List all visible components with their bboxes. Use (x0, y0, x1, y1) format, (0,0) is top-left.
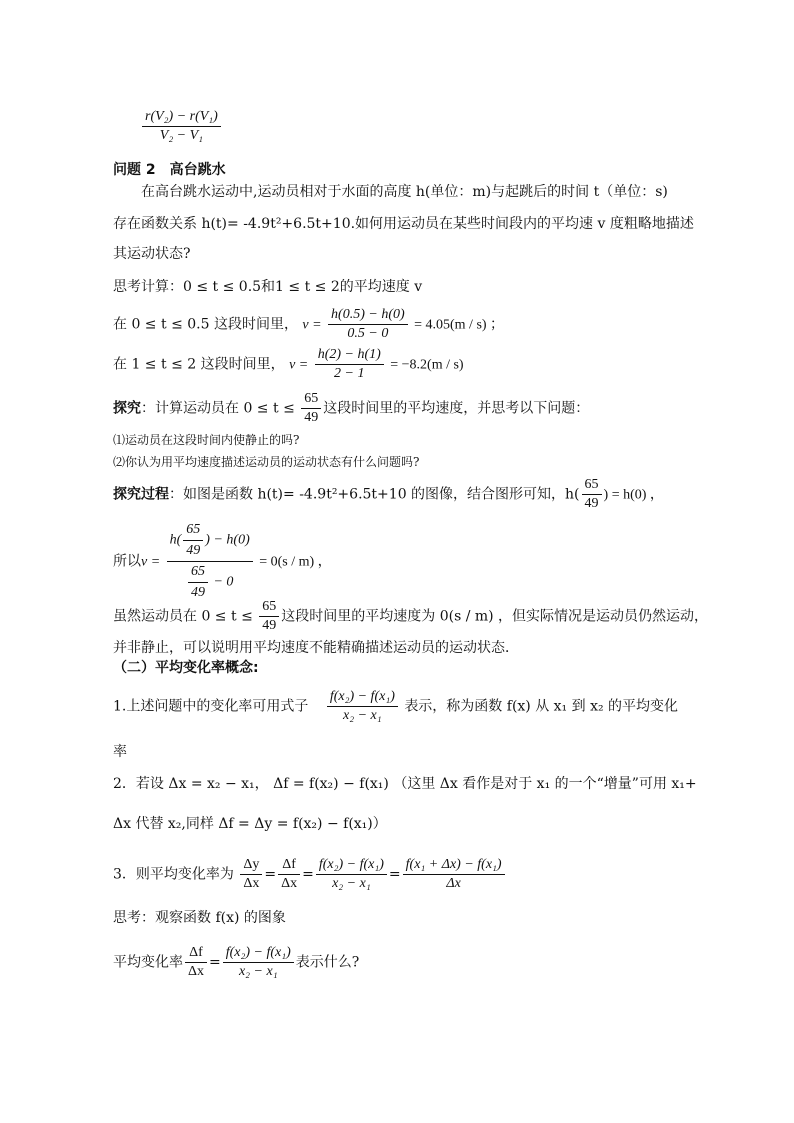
question-2: ⑵你认为用平均速度描述运动员的运动状态有什么问题吗? (113, 455, 420, 469)
para1-line2: 存在函数关系 h(t)= -4.9t²+6.5t+10.如何用运动员在某些时间段内的平均速 v 度粗略地描述 (113, 216, 694, 232)
top-formula-den: V₂ − V₁ (142, 126, 221, 145)
calc1-line (113, 306, 504, 343)
last-f1-num: Δf (189, 945, 203, 960)
last-suffix: 表示什么? (295, 954, 360, 971)
item3-f4-num: f(x₁ + Δx) − f(x₁) (405, 857, 502, 872)
calc2-prefix: 在 1 ≤ t ≤ 2 这段时间里， (113, 356, 285, 373)
though-text2: 这段时间里的平均速度为 0(s / m) ，但实际情况是运动员仍然运动， (281, 608, 709, 625)
item3-f4-den: Δx (403, 874, 505, 893)
though-frac-num: 65 (262, 599, 277, 614)
calc1-lhs: v = (302, 317, 322, 333)
calc2-den: 2 − 1 (315, 364, 384, 383)
so-num-a: h( (169, 532, 182, 548)
last-f2-num: f(x₂) − f(x₁) (225, 945, 291, 960)
so-den-b: − 0 (213, 574, 234, 590)
so-lhs: v = (141, 554, 161, 570)
question-1: ⑴运动员在这段时间内使静止的吗? (113, 433, 300, 447)
process-tail: ) = h(0) ， (603, 487, 664, 503)
explore-text1: ：计算运动员在 0 ≤ t ≤ (141, 400, 295, 417)
so-num-frac-den: 49 (183, 540, 203, 561)
though-text1: 虽然运动员在 0 ≤ t ≤ (113, 608, 253, 625)
item1-den: x₂ − x₁ (327, 706, 398, 725)
so-num-frac-num: 65 (186, 522, 201, 537)
so-prefix: 所以 (113, 553, 141, 570)
calc2-result: = −8.2(m / s) (390, 357, 464, 373)
top-formula (140, 108, 223, 145)
though-frac-den: 49 (259, 616, 279, 635)
section2-title: （二）平均变化率概念: (113, 660, 259, 676)
calc2-num: h(2) − h(1) (317, 347, 381, 362)
last-line: 平均变化率 $\frac{\Delta f}{\Delta x}$ = $\frac{\text{f(x₂) − f(x₁)}}{\text{x₂ − x₁}}$ 表示什么? (113, 945, 360, 979)
item1-suffix: 表示，称为函数 f(x) 从 x₁ 到 x₂ 的平均变化 (404, 698, 679, 715)
item3-f2-den: Δx (278, 874, 300, 893)
process-text: ：如图是函数 h(t)= -4.9t²+6.5t+10 的图像，结合图形可知，h( (169, 486, 580, 503)
item1-line (113, 688, 678, 725)
item1-prefix: 1.上述问题中的变化率可用式子 (113, 698, 309, 715)
explore-text2: 这段时间里的平均速度，并思考以下问题： (323, 400, 590, 417)
process-line (113, 476, 664, 513)
process-label: 探究过程 (113, 486, 169, 503)
though-line (113, 598, 708, 635)
item3-line: 3．则平均变化率为 $\frac{\Delta y}{\Delta x}$ = $\frac{\Delta f}{\Delta x}$ = $\frac{\text{f(x₂) − f(x₁)}}{\text{x₂ − x₁}}$ = $\frac{\text{f(x₁ + Δx) − f(x₁)}}{\Delta x}$ (113, 856, 507, 893)
item3-f1-num: Δy (243, 857, 260, 872)
last-f1-den: Δx (185, 962, 207, 981)
item1-line2: 率 (113, 744, 127, 760)
calc1-prefix: 在 0 ≤ t ≤ 0.5 这段时间里， (113, 316, 298, 333)
so-den-frac-den: 49 (188, 582, 208, 603)
item3-f3-num: f(x₂) − f(x₁) (318, 857, 384, 872)
item3-f1-den: Δx (240, 874, 262, 893)
so-num-b: ) − h(0) (205, 532, 250, 548)
calc2-lhs: v = (289, 357, 309, 373)
process-frac-den: 49 (582, 494, 602, 513)
last-prefix: 平均变化率 (113, 954, 183, 971)
explore-frac-num: 65 (304, 391, 319, 406)
para1-line3: 其运动状态? (113, 246, 191, 262)
so-result: = 0(s / m) ， (259, 554, 332, 570)
item3-prefix: 3．则平均变化率为 (113, 866, 234, 883)
last-f2-den: x₂ − x₁ (223, 962, 294, 981)
process-frac-num: 65 (584, 477, 599, 492)
item1-num: f(x₂) − f(x₁) (329, 689, 395, 704)
explore-frac-den: 49 (301, 408, 321, 427)
so-line (113, 520, 332, 603)
think-calc: 思考计算：0 ≤ t ≤ 0.5和1 ≤ t ≤ 2的平均速度 v (113, 279, 423, 295)
think2: 思考：观察函数 f(x) 的图象 (113, 910, 286, 926)
calc1-den: 0.5 − 0 (328, 324, 408, 343)
calc1-num: h(0.5) − h(0) (331, 307, 405, 322)
explore-line (113, 390, 589, 427)
item3-f2-num: Δf (282, 857, 296, 872)
item2-line2: Δx 代替 x₂,同样 Δf = Δy = f(x₂) − f(x₁)） (113, 816, 387, 832)
problem2-title: 问题 2 高台跳水 (113, 162, 226, 178)
para1-line1: 在高台跳水运动中,运动员相对于水面的高度 h(单位：m)与起跳后的时间 t（单位：s) (141, 184, 668, 200)
calc1-result: = 4.05(m / s) ； (414, 317, 505, 333)
top-formula-num: r(V₂) − r(V₁) (145, 109, 218, 124)
though-line2: 并非静止，可以说明用平均速度不能精确描述运动员的运动状态． (113, 640, 519, 656)
explore-label: 探究 (113, 400, 141, 417)
item3-f3-den: x₂ − x₁ (316, 874, 387, 893)
so-den-frac-num: 65 (190, 564, 205, 579)
calc2-line (113, 346, 464, 383)
item2-line1: 2．若设 Δx = x₂ − x₁， Δf = f(x₂) − f(x₁) （这里 Δx 看作是对于 x₁ 的一个“增量”可用 x₁+ (113, 776, 697, 792)
